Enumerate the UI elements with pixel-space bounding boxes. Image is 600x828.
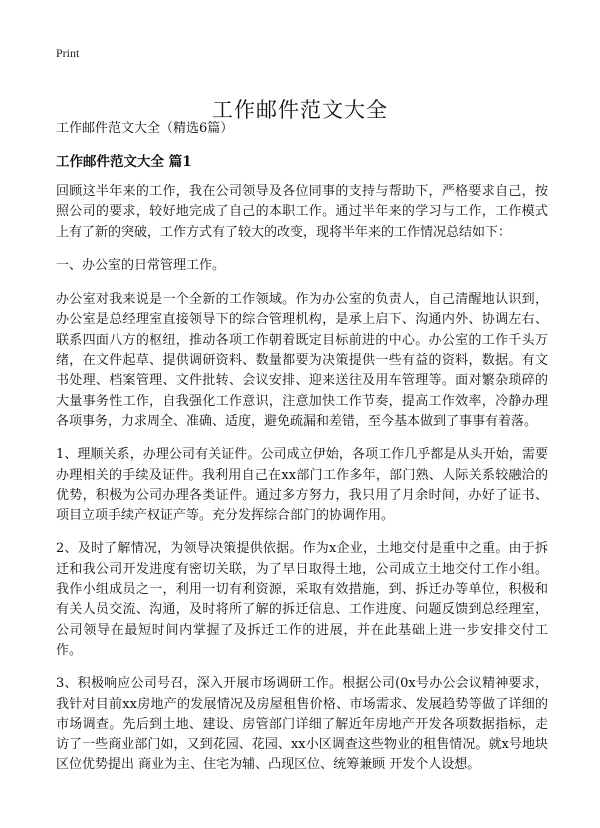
section-heading: 工作邮件范文大全 篇1 — [56, 154, 192, 170]
paragraph-office-work: 办公室对我来说是一个全新的工作领域。作为办公室的负责人，自己清醒地认识到，办公室是总经理室直接领导下的综合管理机构，是承上启下、沟通内外、协调左右、联系四面八方的枢纽，推动各项工作朝着既定目标前进的中心。办公室的工作千头万绪，在文件起草、提供调研资料、数量都要为决策提供一些有益的资料，数据。有文书处理、档案管理、文件批转、会议安排、迎来送往及用车管理等。面对繁杂琐碎的大量事务性工作，自我强化工作意识，注意加快工作节奏，提高工作效率，冷静办理各项事务，力求周全、准确、适度，避免疏漏和差错，至今基本做到了事事有着落。 — [56, 292, 548, 429]
paragraph-subheading: 一、办公室的日常管理工作。 — [56, 257, 226, 273]
paragraph-item-3: 3、积极响应公司号召，深入开展市场调研工作。根据公司(0x号办公会议精神要求，我针对目前xx房地产的发展情况及房屋租售价格、市场需求、发展趋势等做了详细的市场调查。先后到土地、建设、房管部门详细了解近年房地产开发各项数据指标，走访了一些商业部门如，又到花园、花园、xx小区调查这些物业的租售情况。就x号地块区位优势提出 商业为主、住宅为辅、凸现区位、统筹兼顾 开发个人设想。 — [56, 676, 548, 773]
print-label: Print — [56, 46, 80, 60]
document-body — [56, 119, 548, 789]
document-title: 工作邮件范文大全 — [212, 98, 388, 123]
document-subtitle: 工作邮件范文大全（精选6篇） — [56, 121, 234, 136]
paragraph-intro: 回顾这半年来的工作，我在公司领导及各位同事的支持与帮助下，严格要求自己，按照公司的要求，较好地完成了自己的本职工作。通过半年来的学习与工作，工作模式上有了新的突破，工作方式有了较大的改变，现将半年来的工作情况总结如下： — [56, 184, 548, 240]
paragraph-item-2: 2、及时了解情况，为领导决策提供依据。作为x企业，土地交付是重中之重。由于拆迁和我公司开发进度有密切关联，为了早日取得土地，公司成立土地交付工作小组。我作小组成员之一，利用一切有利资源，采取有效措施，到、拆迁办等单位，积极和有关人员交流、沟通，及时将所了解的拆迁信息、工作进度、问题反馈到总经理室，公司领导在最短时间内掌握了及拆迁工作的进展，并在此基础上进一步安排交付工作。 — [56, 541, 548, 658]
paragraph-item-1: 1、理顺关系，办理公司有关证件。公司成立伊始，各项工作几乎都是从头开始，需要办理相关的手续及证件。我利用自己在xx部门工作多年，部门熟、人际关系较融洽的优势，积极为公司办理各类证件。通过多方努力，我只用了月余时间，办好了证书、项目立项手续产权证产等。充分发挥综合部门的协调作用。 — [56, 447, 548, 524]
